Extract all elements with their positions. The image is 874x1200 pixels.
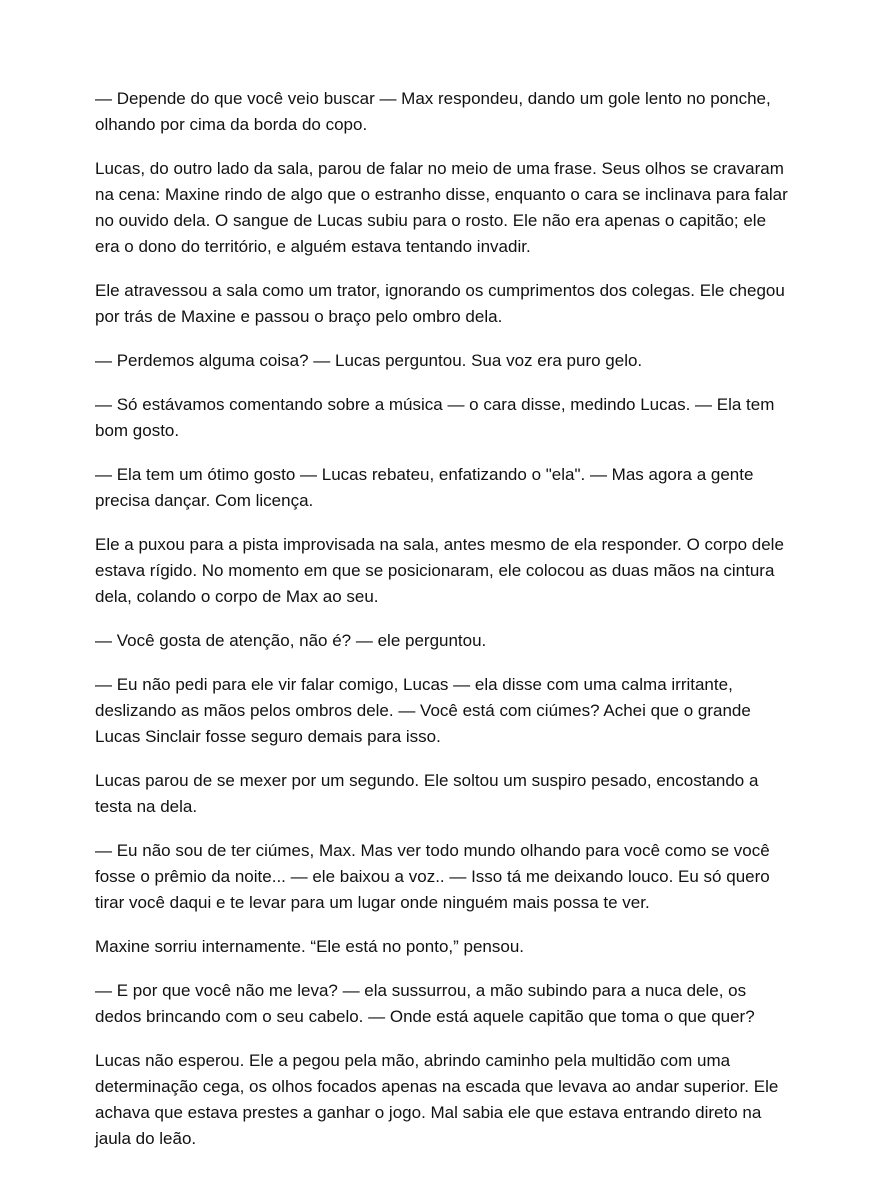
paragraph-10: Lucas parou de se mexer por um segundo. Ele soltou um suspiro pesado, encostando a testa na dela. — [95, 771, 759, 816]
paragraph-12: Maxine sorriu internamente. “Ele está no ponto,” pensou. — [95, 937, 525, 956]
paragraph-3: Ele atravessou a sala como um trator, ignorando os cumprimentos dos colegas. Ele chegou por trás de Maxine e passou o braço pelo ombro dela. — [95, 281, 785, 326]
paragraph-7: Ele a puxou para a pista improvisada na sala, antes mesmo de ela responder. O corpo dele estava rígido. No momento em que se posicionaram, ele colocou as duas mãos na cintura dela, colando o corpo de Max ao seu. — [95, 535, 784, 606]
paragraph-4: — Perdemos alguma coisa? — Lucas perguntou. Sua voz era puro gelo. — [95, 351, 643, 370]
paragraph-8: — Você gosta de atenção, não é? — ele perguntou. — [95, 631, 487, 650]
paragraph-1: — Depende do que você veio buscar — Max respondeu, dando um gole lento no ponche, olhando por cima da borda do copo. — [95, 89, 771, 134]
paragraph-9: — Eu não pedi para ele vir falar comigo, Lucas — ela disse com uma calma irritante, deslizando as mãos pelos ombros dele. — Você está com ciúmes? Achei que o grande Lucas Sinclair fosse seguro demais para isso. — [95, 675, 751, 746]
paragraph-6: — Ela tem um ótimo gosto — Lucas rebateu, enfatizando o "ela". — Mas agora a gente precisa dançar. Com licença. — [95, 465, 754, 510]
paragraph-2: Lucas, do outro lado da sala, parou de falar no meio de uma frase. Seus olhos se cravaram na cena: Maxine rindo de algo que o estranho disse, enquanto o cara se inclinava para falar no ouvido dela. O sangue de Lucas subiu para o rosto. Ele não era apenas o capitão; ele era o dono do território, e alguém estava tentando invadir. — [95, 159, 788, 256]
paragraph-14: Lucas não esperou. Ele a pegou pela mão, abrindo caminho pela multidão com uma determinação cega, os olhos focados apenas na escada que levava ao andar superior. Ele achava que estava prestes a ganhar o jogo. Mal sabia ele que estava entrando direto na jaula do leão. — [95, 1051, 779, 1148]
document-page — [95, 86, 795, 1170]
paragraph-11: — Eu não sou de ter ciúmes, Max. Mas ver todo mundo olhando para você como se você fosse o prêmio da noite... — ele baixou a voz.. — Isso tá me deixando louco. Eu só quero tirar você daqui e te levar para um lugar onde ninguém mais possa te ver. — [95, 841, 770, 912]
paragraph-5: — Só estávamos comentando sobre a música — o cara disse, medindo Lucas. — Ela tem bom gosto. — [95, 395, 775, 440]
paragraph-13: — E por que você não me leva? — ela sussurrou, a mão subindo para a nuca dele, os dedos brincando com o seu cabelo. — Onde está aquele capitão que toma o que quer? — [95, 981, 755, 1026]
